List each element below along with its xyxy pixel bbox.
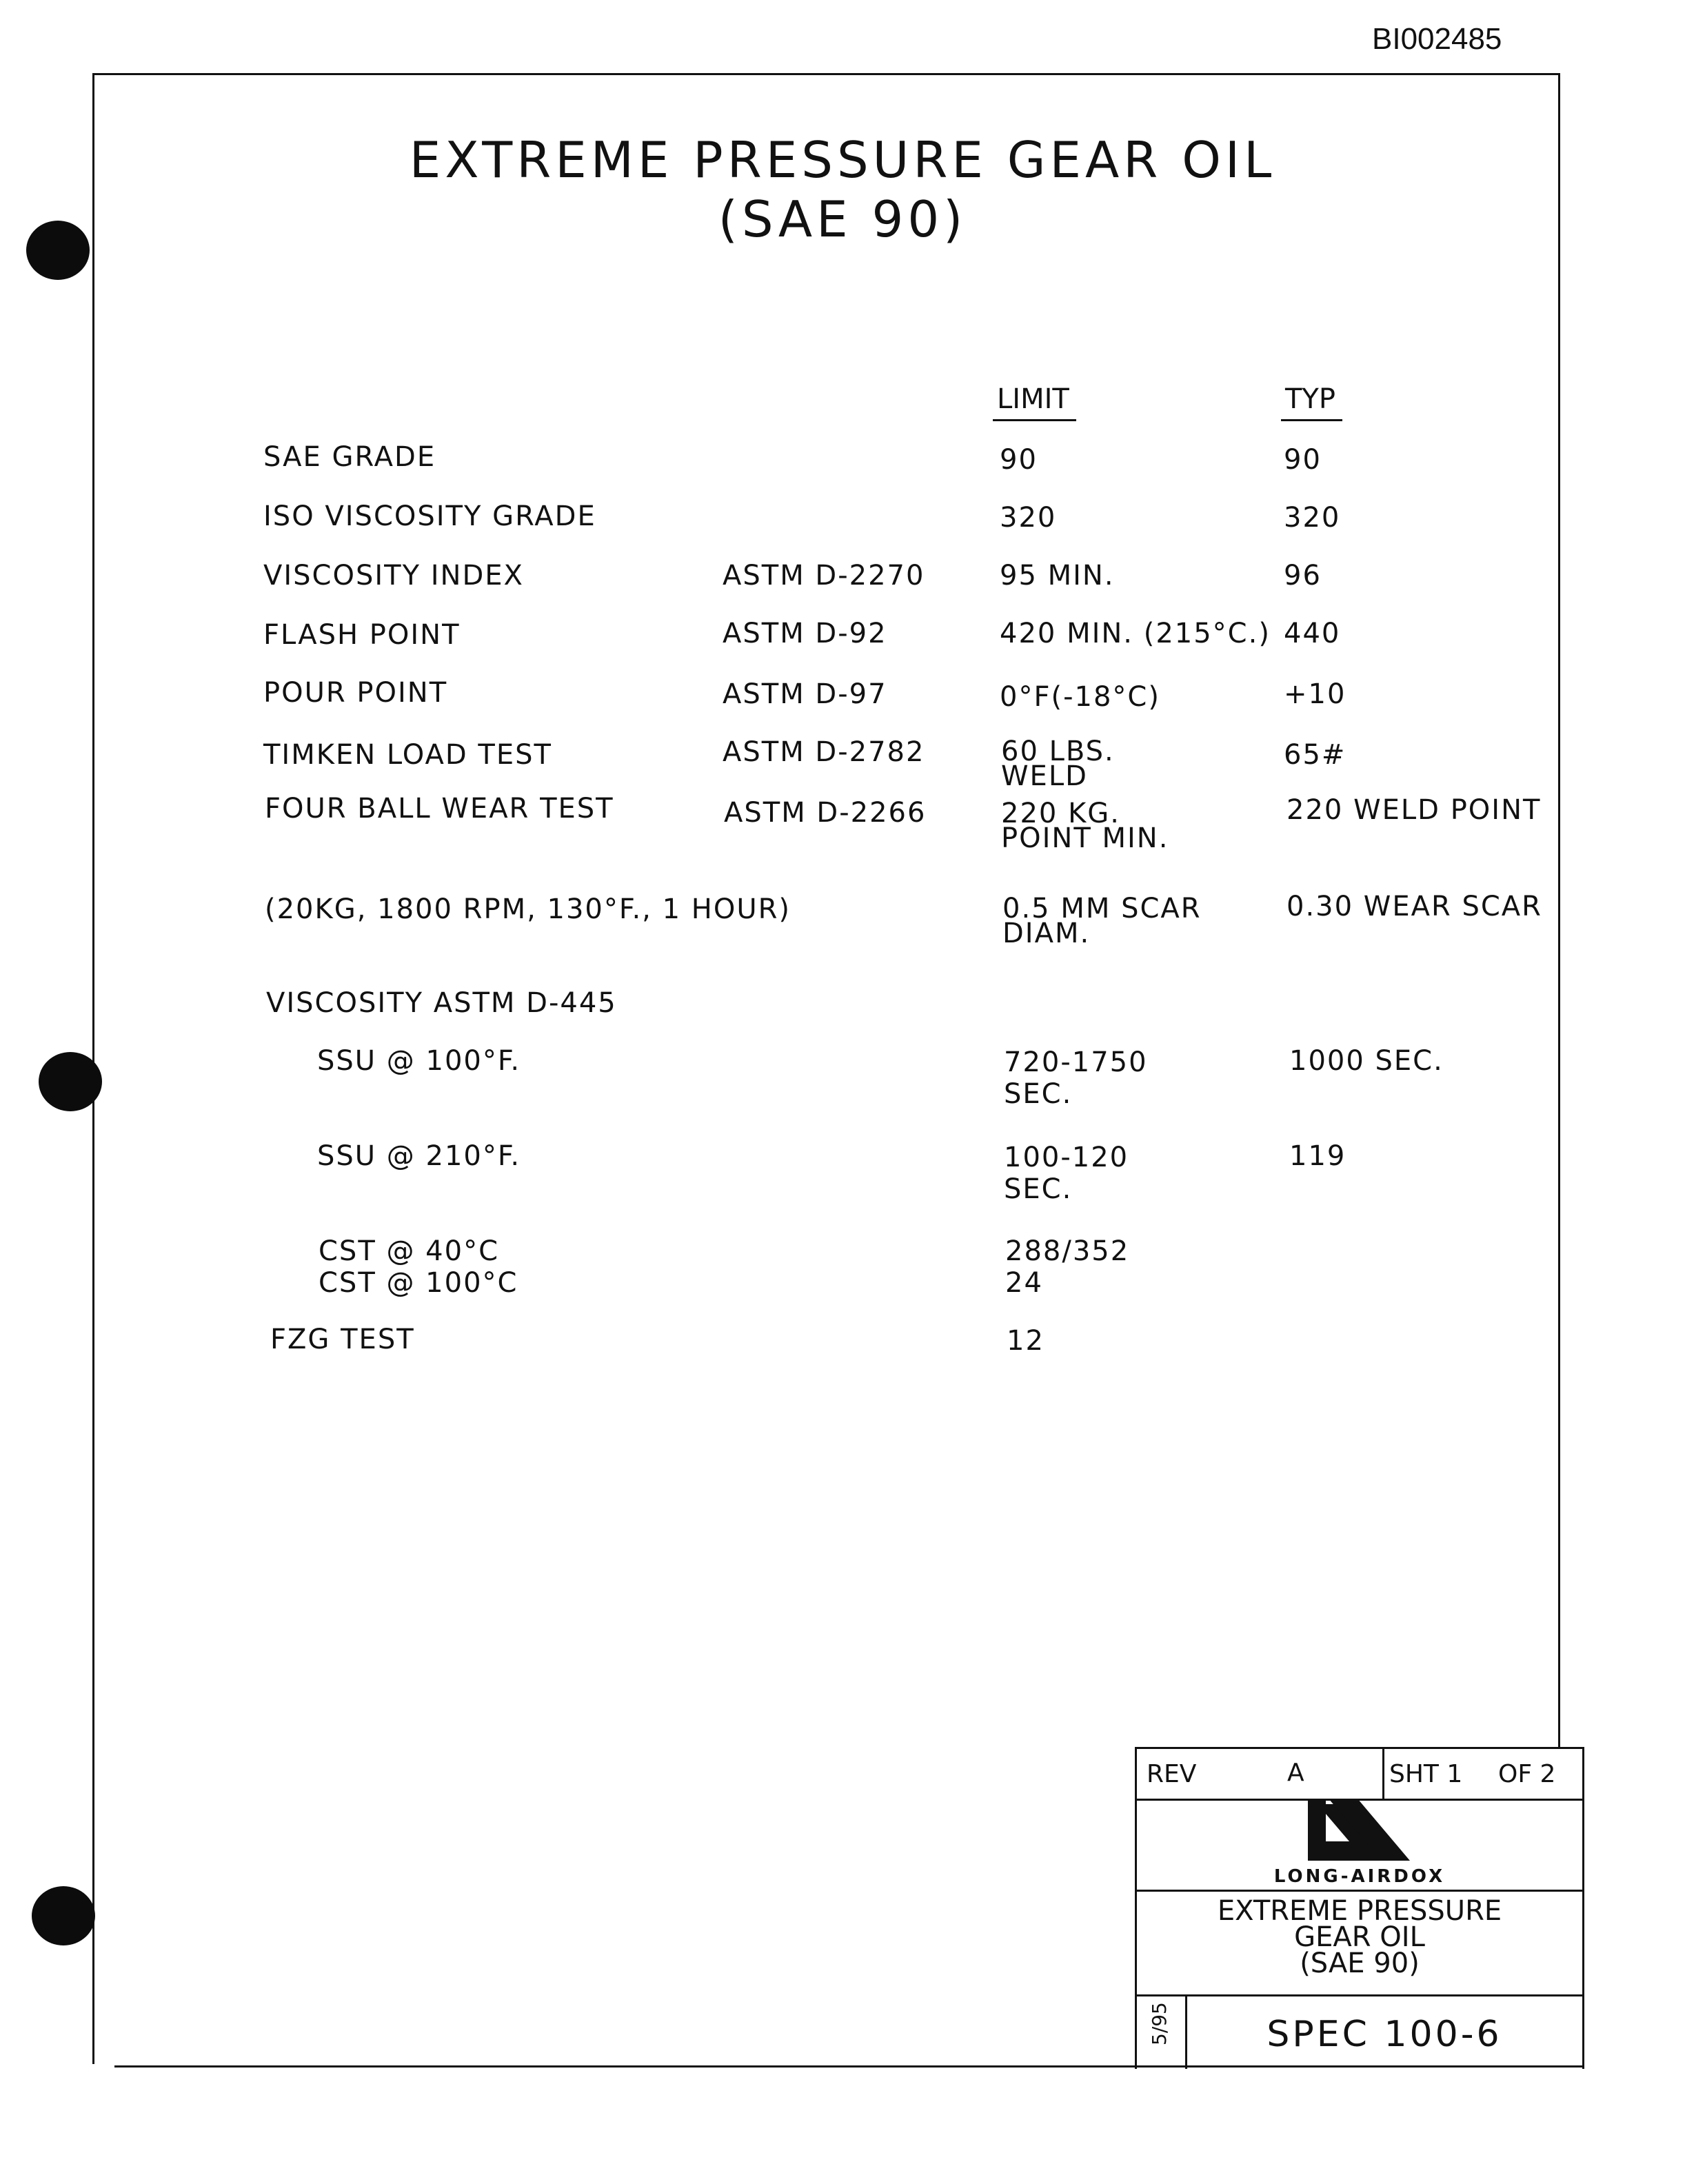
property-label: VISCOSITY ASTM D-445 [266, 987, 617, 1019]
punch-hole [39, 1052, 102, 1111]
limit-value: 320 [1000, 502, 1057, 534]
typical-value: 320 [1284, 502, 1341, 534]
property-label: SAE GRADE [263, 441, 436, 473]
column-header-typ: TYP [1281, 383, 1342, 421]
limit-value: 95 MIN. [1000, 560, 1115, 592]
company-logo-icon [1308, 1799, 1411, 1861]
limit-value: 12 [1007, 1325, 1045, 1357]
test-method: ASTM D-97 [723, 678, 887, 710]
limit-value: 0°F(-18°C) [1000, 681, 1160, 713]
limit-value: 720-1750 SEC. [1004, 1046, 1148, 1110]
test-method: ASTM D-2266 [724, 797, 927, 829]
rev-value: A [1287, 1759, 1304, 1787]
property-label: FOUR BALL WEAR TEST [265, 793, 614, 825]
property-label: (20KG, 1800 RPM, 130°F., 1 HOUR) [265, 893, 791, 925]
sheet-total: OF 2 [1498, 1760, 1556, 1788]
title-block-description: EXTREME PRESSURE GEAR OIL (SAE 90) [1217, 1895, 1502, 1979]
column-header-limit: LIMIT [993, 383, 1076, 421]
punch-hole [32, 1886, 95, 1945]
page-title: EXTREME PRESSURE GEAR OIL [409, 131, 1276, 189]
property-label: POUR POINT [263, 677, 448, 709]
typical-value: 440 [1284, 618, 1341, 649]
property-label: SSU @ 210°F. [317, 1140, 521, 1172]
limit-value: 288/352 24 [1005, 1235, 1130, 1299]
rev-label: REV [1147, 1760, 1197, 1788]
typical-value: 96 [1284, 560, 1322, 592]
test-method: ASTM D-92 [723, 618, 887, 649]
typical-value: 119 [1289, 1140, 1346, 1172]
frame-border-top [92, 73, 1560, 75]
title-block-divider [1137, 1994, 1582, 1996]
page-subtitle: (SAE 90) [718, 190, 967, 248]
typical-value: 1000 SEC. [1289, 1045, 1444, 1077]
revision-date: 5/95 [1148, 2002, 1171, 2045]
typical-value: 0.30 WEAR SCAR [1287, 891, 1542, 922]
test-method: ASTM D-2782 [723, 736, 925, 768]
title-block-divider [1137, 1890, 1582, 1892]
property-label: CST @ 40°C CST @ 100°C [319, 1235, 518, 1299]
sheet-number: SHT 1 [1389, 1760, 1463, 1788]
limit-value: 100-120 SEC. [1004, 1142, 1129, 1205]
property-label: FLASH POINT [263, 619, 461, 651]
property-label: FZG TEST [270, 1324, 415, 1355]
typical-value: 65# [1284, 739, 1346, 771]
typical-value: 220 WELD POINT [1287, 794, 1542, 826]
typical-value: 90 [1284, 444, 1322, 476]
test-method: ASTM D-2270 [723, 560, 925, 592]
property-label: TIMKEN LOAD TEST [263, 739, 552, 771]
rev-divider [1382, 1749, 1384, 1799]
typical-value: +10 [1284, 678, 1346, 710]
property-label: VISCOSITY INDEX [263, 560, 524, 592]
limit-value: 90 [1000, 444, 1038, 476]
property-label: SSU @ 100°F. [317, 1045, 521, 1077]
company-name: LONG-AIRDOX [1273, 1866, 1446, 1887]
document-id: BI002485 [1372, 22, 1502, 56]
limit-value: 0.5 MM SCAR DIAM. [1002, 893, 1202, 949]
limit-value: 220 KG. POINT MIN. [1001, 798, 1169, 854]
spec-number: SPEC 100-6 [1267, 2014, 1502, 2055]
title-block [1135, 1747, 1584, 2069]
frame-border-right [1558, 73, 1560, 1747]
limit-value: 60 LBS. WELD [1001, 736, 1115, 792]
property-label: ISO VISCOSITY GRADE [263, 501, 596, 532]
limit-value: 420 MIN. (215°C.) [1000, 618, 1271, 649]
